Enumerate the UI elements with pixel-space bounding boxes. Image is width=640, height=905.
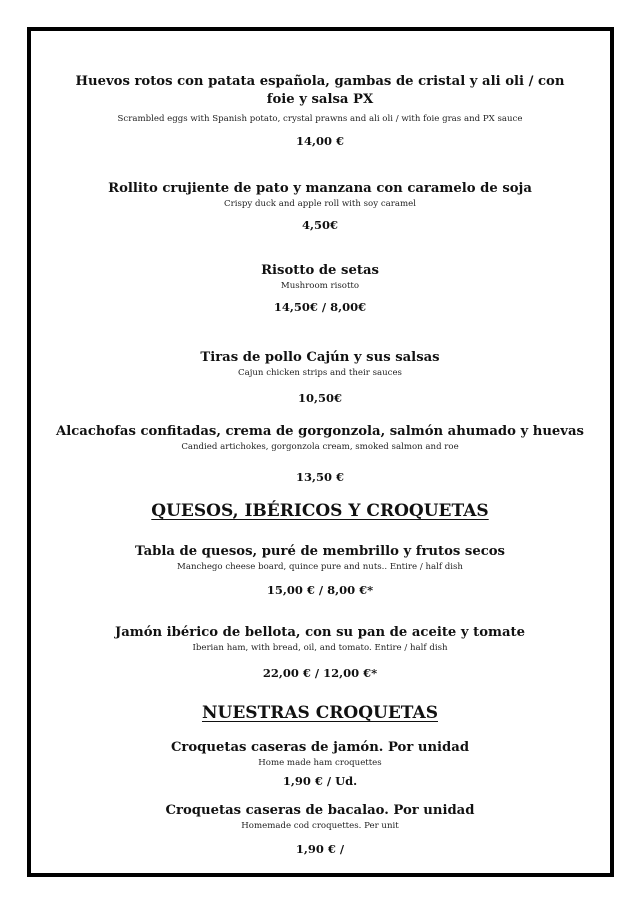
dish-title: Rollito crujiente de pato y manzana con caramelo de soja xyxy=(108,181,532,196)
dish-price: 10,50€ xyxy=(297,391,342,405)
dish-title: Jamón ibérico de bellota, con su pan de aceite y tomate xyxy=(114,625,526,640)
dish-description: Crispy duck and apple roll with soy caramel xyxy=(224,199,416,209)
dish-title: Croquetas caseras de jamón. Por unidad xyxy=(170,740,470,755)
dish-title: Alcachofas confitadas, crema de gorgonzola, salmón ahumado y huevas xyxy=(56,424,584,439)
menu-item-croquetas-bacalao xyxy=(0,802,640,856)
menu-item-rollito-pato xyxy=(0,180,640,232)
dish-title: Croquetas caseras de bacalao. Por unidad xyxy=(165,803,475,818)
menu-item-tiras-pollo xyxy=(0,349,640,405)
dish-title: Risotto de setas xyxy=(261,263,379,278)
dish-price: 22,00 € / 12,00 €* xyxy=(262,666,378,680)
dish-description: Iberian ham, with bread, oil, and tomato. Entire / half dish xyxy=(192,643,448,653)
dish-description: Mushroom risotto xyxy=(280,281,360,291)
menu-item-huevos-rotos xyxy=(0,73,640,148)
dish-title: Tiras de pollo Cajún y sus salsas xyxy=(200,350,440,365)
dish-price: 1,90 € / Ud. xyxy=(282,774,358,788)
dish-title: Tabla de quesos, puré de membrillo y frutos secos xyxy=(135,544,505,559)
dish-description: Scrambled eggs with Spanish potato, crystal prawns and ali oli / with foie gras and PX sauce xyxy=(117,114,523,124)
dish-description: Candied artichokes, gorgonzola cream, smoked salmon and roe xyxy=(181,442,459,452)
dish-description: Manchego cheese board, quince pure and nuts.. Entire / half dish xyxy=(177,562,463,572)
menu-item-risotto xyxy=(0,262,640,314)
section-heading-croquetas: NUESTRAS CROQUETAS xyxy=(201,703,438,723)
dish-description: Cajun chicken strips and their sauces xyxy=(238,368,402,378)
menu-item-jamon-iberico xyxy=(0,624,640,680)
dish-description: Homemade cod croquettes. Per unit xyxy=(241,821,399,831)
dish-price: 14,50€ / 8,00€ xyxy=(273,300,367,314)
dish-description: Home made ham croquettes xyxy=(258,758,382,768)
menu-item-alcachofas xyxy=(0,423,640,484)
dish-price: 14,00 € xyxy=(295,134,345,148)
dish-price: 1,90 € / xyxy=(295,842,345,856)
dish-price: 15,00 € / 8,00 €* xyxy=(266,583,374,597)
menu-item-croquetas-jamon xyxy=(0,739,640,788)
menu-item-tabla-quesos xyxy=(0,543,640,597)
dish-price: 13,50 € xyxy=(295,470,345,484)
dish-title: Huevos rotos con patata española, gambas de cristal y ali oli / con foie y salsa PX xyxy=(75,74,565,107)
dish-price: 4,50€ xyxy=(301,218,338,232)
section-heading-quesos: QUESOS, IBÉRICOS Y CROQUETAS xyxy=(151,501,489,521)
